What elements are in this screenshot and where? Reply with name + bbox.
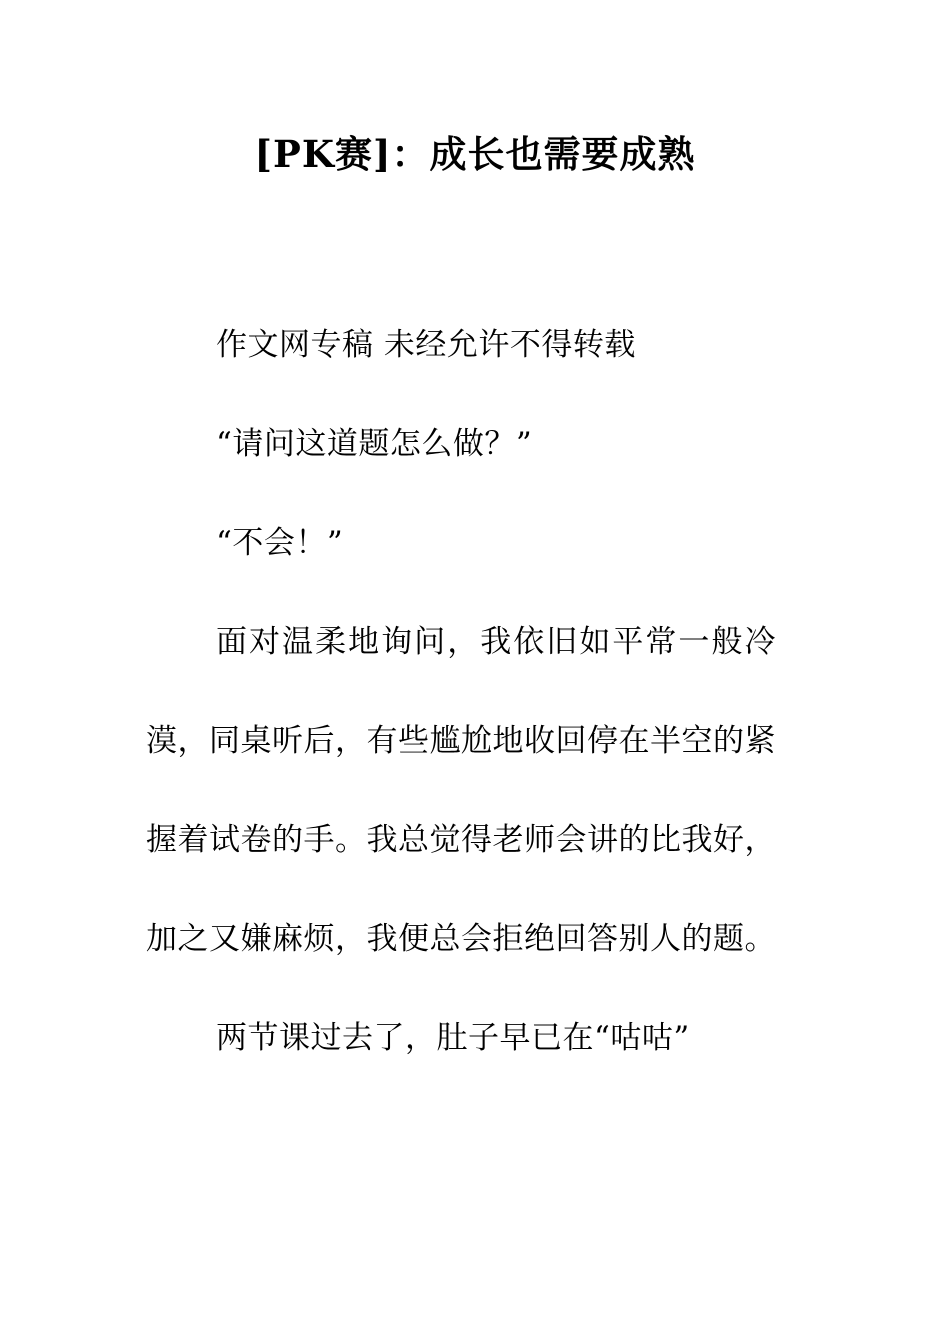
paragraph-question: “请问这道题怎么做？”	[216, 426, 533, 462]
document-title: [PK赛]：成长也需要成熟	[254, 132, 696, 176]
paragraph-reply: “不会！”	[216, 525, 344, 561]
paragraph-continuation: 两节课过去了，肚子早已在“咕咕”	[216, 1020, 690, 1056]
document-body	[146, 296, 776, 1088]
paragraph-narration: 面对温柔地询问，我依旧如平常一般冷漠，同桌听后，有些尴尬地收回停在半空的紧握着试卷的手。我总觉得老师会讲的比我好，加之又嫌麻烦，我便总会拒绝回答别人的题。	[146, 624, 776, 957]
paragraph-source-note: 作文网专稿 未经允许不得转载	[216, 327, 636, 363]
